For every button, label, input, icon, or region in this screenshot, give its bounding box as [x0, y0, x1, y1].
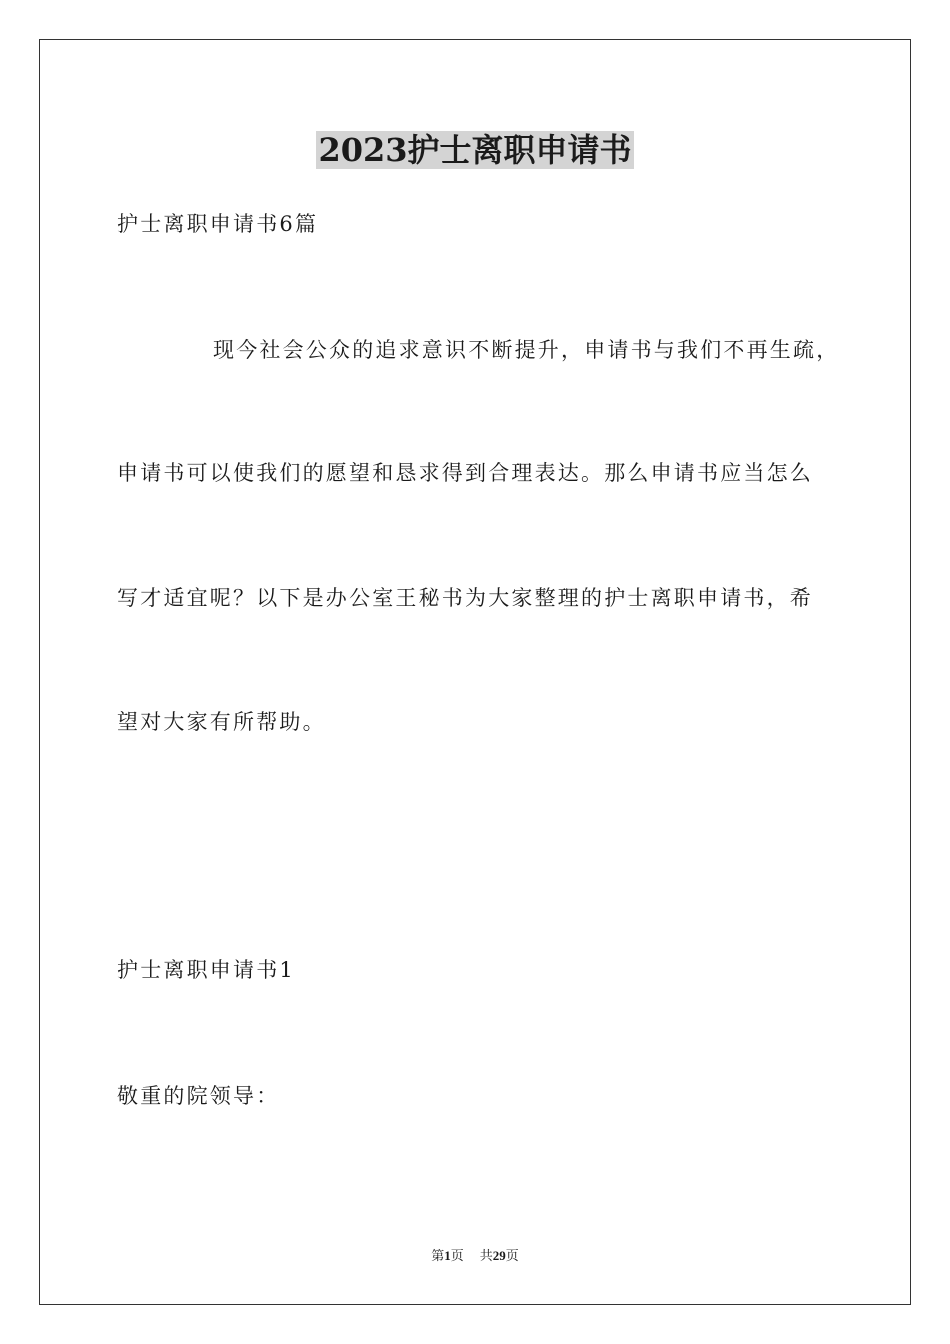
salutation: 敬重的院领导：	[117, 1084, 280, 1108]
page-number: 1	[444, 1248, 451, 1263]
total-prefix: 共	[479, 1248, 493, 1263]
page-prefix: 第	[431, 1248, 445, 1263]
total-suffix: 页	[505, 1248, 519, 1263]
intro-line-3: 写才适宜呢？以下是办公室王秘书为大家整理的护士离职申请书，希	[117, 586, 813, 610]
document-title	[0, 128, 950, 172]
intro-line-2: 申请书可以使我们的愿望和恳求得到合理表达。那么申请书应当怎么	[117, 461, 813, 485]
total-pages: 29	[492, 1248, 506, 1263]
page-footer	[0, 1247, 950, 1265]
section-heading: 护士离职申请书1	[117, 958, 295, 982]
intro-line-1: 现今社会公众的追求意识不断提升，申请书与我们不再生疏，	[213, 338, 840, 362]
document-subtitle: 护士离职申请书6篇	[117, 212, 319, 236]
document-title-text: 2023护士离职申请书	[318, 131, 632, 169]
intro-line-4: 望对大家有所帮助。	[117, 710, 326, 734]
page-suffix: 页	[450, 1248, 464, 1263]
